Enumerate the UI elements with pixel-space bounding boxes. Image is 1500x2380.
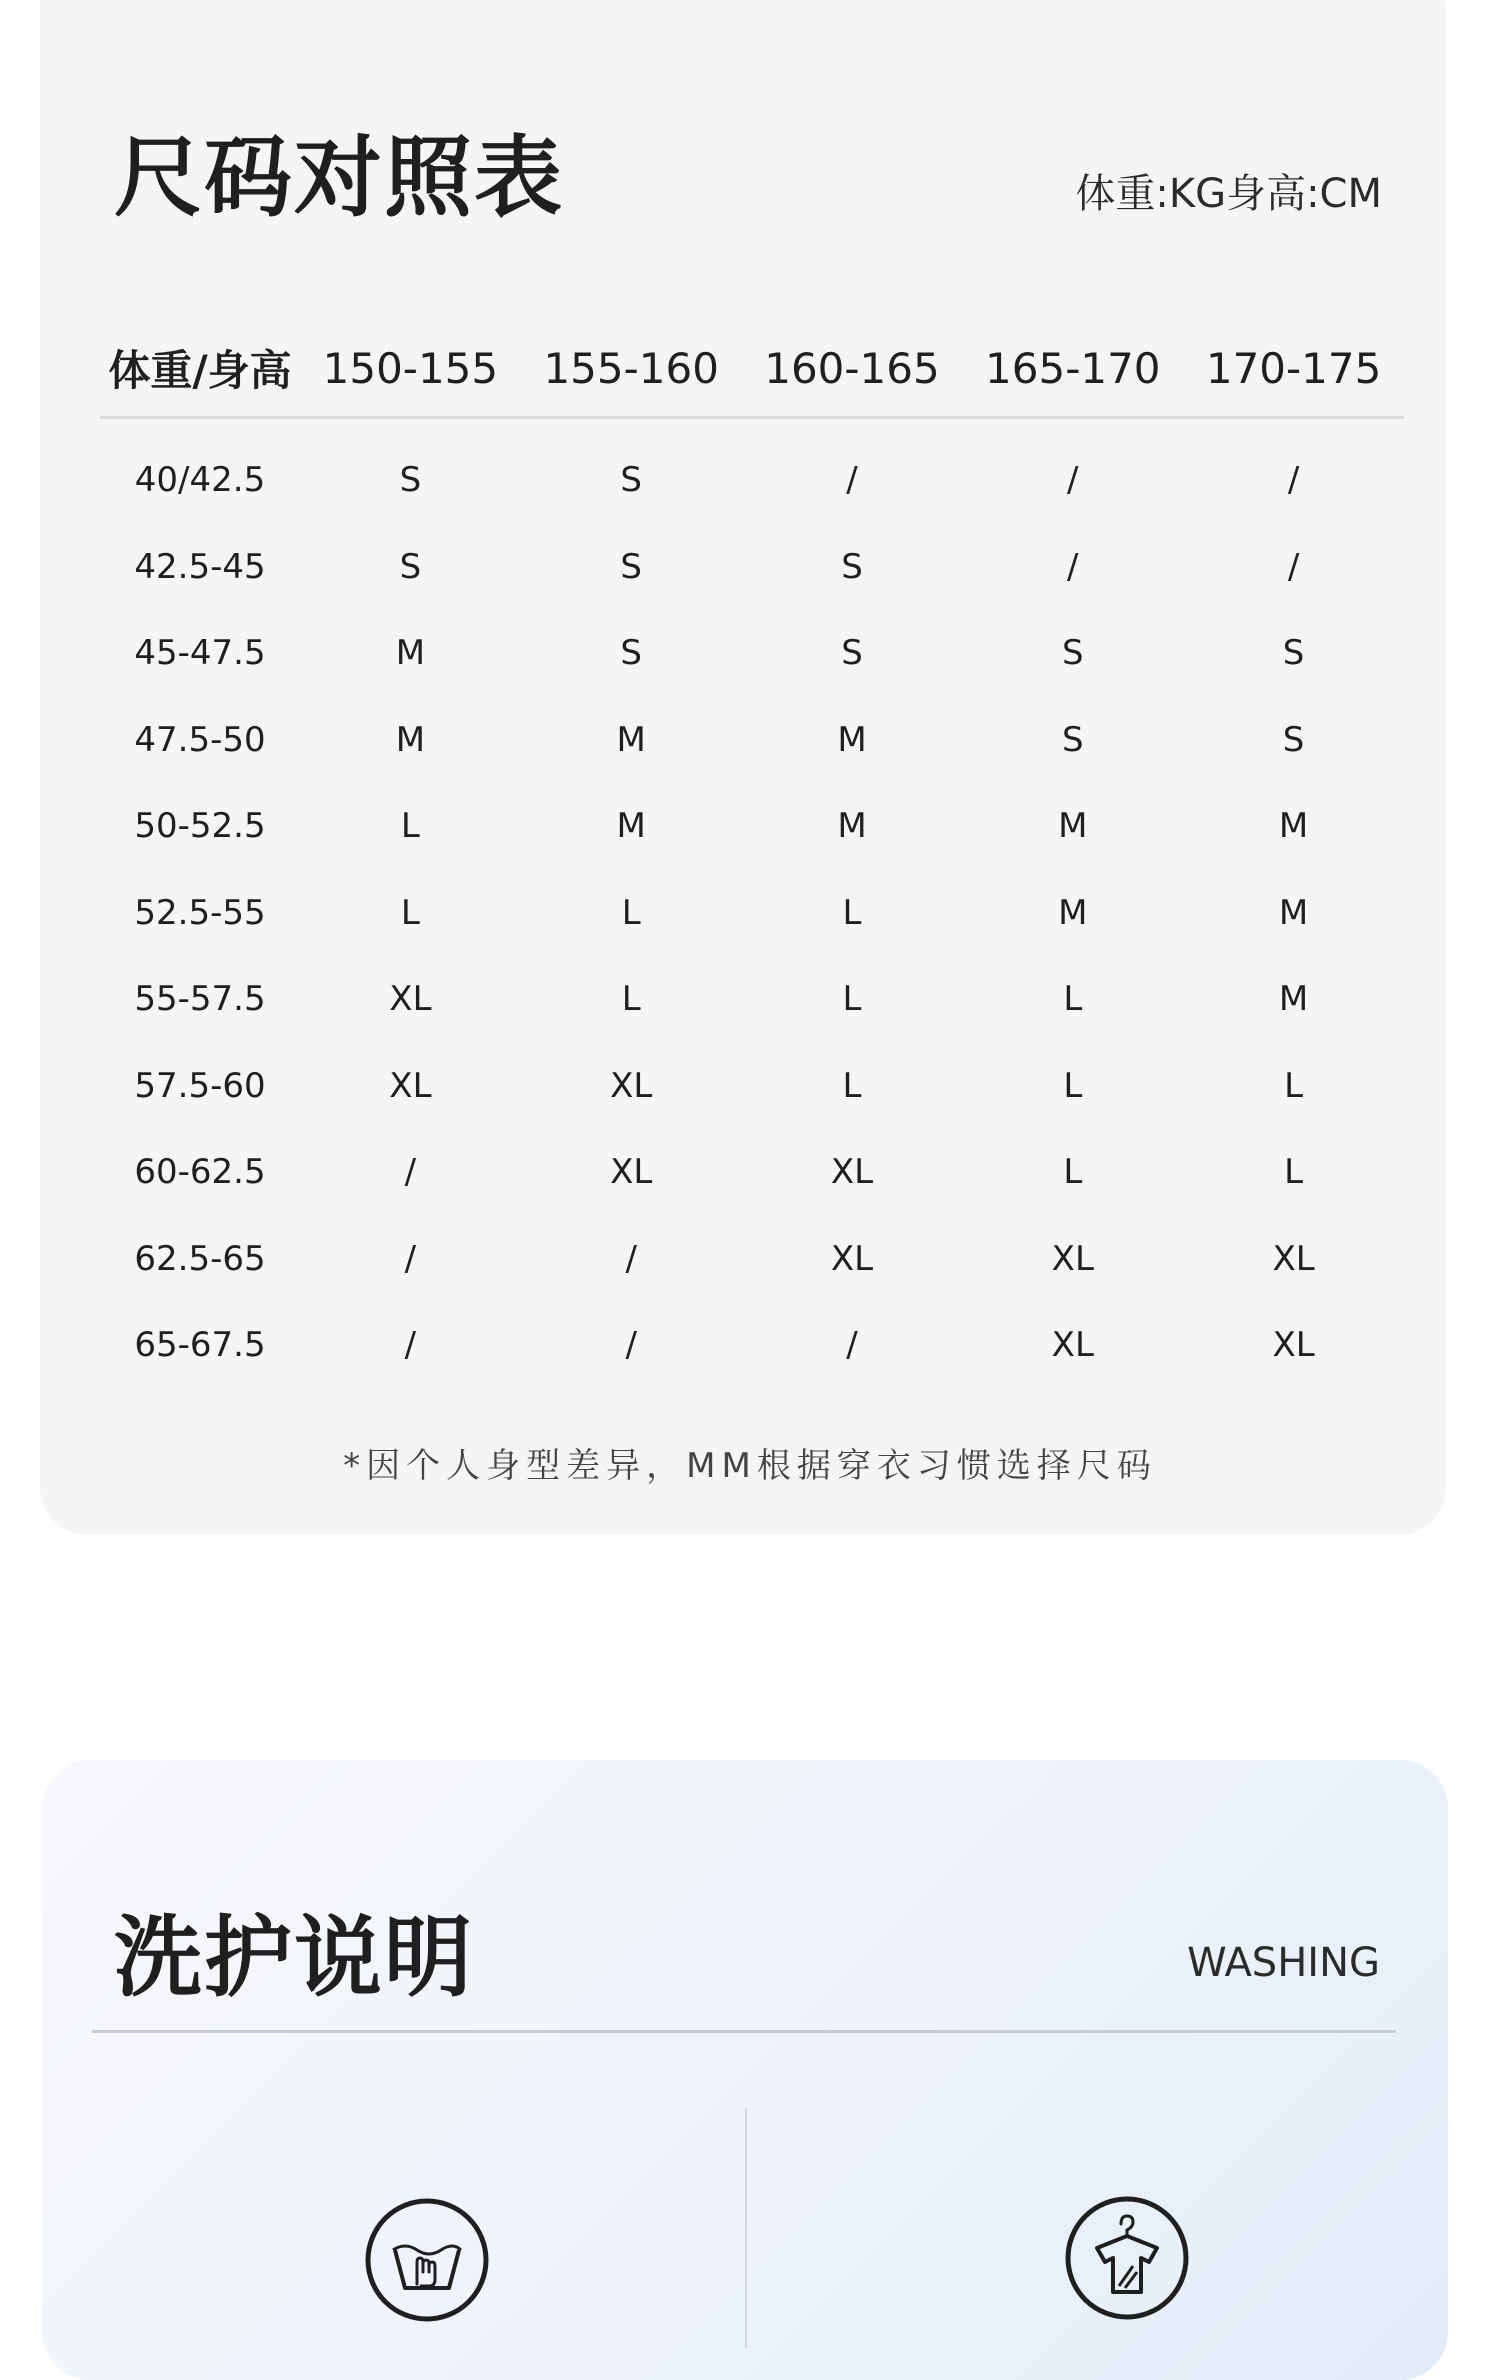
weight-range-cell: 45-47.5 <box>134 633 266 674</box>
size-cell: / <box>1067 546 1079 587</box>
size-cell: L <box>1063 1152 1083 1193</box>
size-cell: / <box>1287 546 1300 587</box>
size-cell: L <box>621 892 641 933</box>
header-height-range: 150-155 <box>300 320 521 418</box>
size-cell: S <box>1061 633 1084 674</box>
size-cell: XL <box>830 1238 874 1279</box>
size-cell: M <box>1058 892 1088 933</box>
weight-range-cell: 50-52.5 <box>134 806 266 847</box>
size-cell: XL <box>389 1065 432 1106</box>
header-weight-height: 体重/身高 <box>100 320 300 418</box>
size-table-header <box>100 320 1404 418</box>
size-cell: / <box>404 1152 417 1193</box>
size-cell: M <box>616 719 646 760</box>
size-cell: L <box>1284 1065 1304 1106</box>
weight-range-cell: 47.5-50 <box>134 719 266 760</box>
size-cell: L <box>400 806 420 847</box>
size-cell: XL <box>610 1152 653 1193</box>
size-cell: M <box>395 719 426 760</box>
weight-range-cell: 40/42.5 <box>134 460 266 501</box>
size-cell: XL <box>830 1152 874 1193</box>
size-cell: / <box>404 1325 417 1366</box>
size-table-row <box>100 418 1404 524</box>
size-cell: / <box>1287 460 1300 501</box>
washing-title: 洗护说明 <box>114 1906 475 2009</box>
size-chart-title: 尺码对照表 <box>114 126 565 229</box>
size-cell: XL <box>610 1065 653 1106</box>
weight-range-cell: 52.5-55 <box>134 892 266 933</box>
size-cell: M <box>837 806 867 847</box>
size-footnote: *因个人身型差异，MM根据穿衣习惯选择尺码 <box>343 1446 1157 1486</box>
size-table-row <box>100 1302 1404 1389</box>
size-cell: L <box>842 1065 862 1106</box>
size-table-row <box>100 783 1404 870</box>
header-height-range: 170-175 <box>1183 320 1404 418</box>
size-cell: M <box>395 633 426 674</box>
size-cell: M <box>1278 979 1309 1020</box>
size-cell: XL <box>1051 1325 1094 1366</box>
weight-range-cell: 57.5-60 <box>134 1065 266 1106</box>
size-cell: / <box>846 1325 858 1366</box>
size-cell: L <box>1063 1065 1083 1106</box>
size-table-row <box>100 610 1404 697</box>
size-cell: L <box>621 979 641 1020</box>
size-cell: M <box>837 719 867 760</box>
size-cell: / <box>1067 460 1079 501</box>
size-table-row <box>100 1043 1404 1130</box>
size-table-row <box>100 697 1404 784</box>
size-cell: XL <box>1272 1325 1315 1366</box>
size-cell: M <box>616 806 646 847</box>
size-table-row <box>100 524 1404 611</box>
size-cell: S <box>399 546 422 587</box>
size-cell: S <box>841 633 863 674</box>
size-cell: S <box>620 460 642 501</box>
size-cell: L <box>1063 979 1083 1020</box>
washing-subtitle: WASHING <box>1187 1940 1380 1986</box>
size-cell: XL <box>389 979 432 1020</box>
size-cell: / <box>625 1325 637 1366</box>
size-cell: M <box>1278 892 1309 933</box>
washing-vertical-divider <box>745 2108 747 2348</box>
size-table-row <box>100 1216 1404 1303</box>
size-cell: XL <box>1272 1238 1315 1279</box>
header-height-range: 160-165 <box>742 320 963 418</box>
size-cell: L <box>842 892 862 933</box>
washing-divider <box>92 2030 1396 2033</box>
size-cell: / <box>846 460 858 501</box>
hang-dry-icon <box>1065 2196 1189 2320</box>
hand-wash-icon <box>365 2198 489 2322</box>
size-table-row <box>100 870 1404 957</box>
size-cell: L <box>842 979 862 1020</box>
size-table <box>100 320 1404 1389</box>
weight-range-cell: 65-67.5 <box>134 1325 266 1366</box>
header-height-range: 155-160 <box>521 320 742 418</box>
size-cell: / <box>404 1238 417 1279</box>
size-cell: M <box>1058 806 1088 847</box>
size-cell: XL <box>1051 1238 1094 1279</box>
unit-note: 体重:KG身高:CM <box>1075 171 1382 217</box>
weight-range-cell: 62.5-65 <box>134 1238 266 1279</box>
size-cell: L <box>400 892 420 933</box>
size-cell: L <box>1284 1152 1304 1193</box>
weight-range-cell: 55-57.5 <box>134 979 266 1020</box>
size-cell: S <box>620 546 642 587</box>
size-cell: S <box>1282 719 1305 760</box>
size-cell: S <box>620 633 642 674</box>
size-cell: S <box>399 460 422 501</box>
size-cell: S <box>1061 719 1084 760</box>
size-table-row <box>100 1129 1404 1216</box>
size-table-row <box>100 956 1404 1043</box>
size-cell: / <box>625 1238 637 1279</box>
size-cell: M <box>1278 806 1309 847</box>
weight-range-cell: 60-62.5 <box>134 1152 266 1193</box>
weight-range-cell: 42.5-45 <box>134 546 266 587</box>
size-cell: S <box>841 546 863 587</box>
size-cell: S <box>1282 633 1305 674</box>
header-height-range: 165-170 <box>962 320 1183 418</box>
